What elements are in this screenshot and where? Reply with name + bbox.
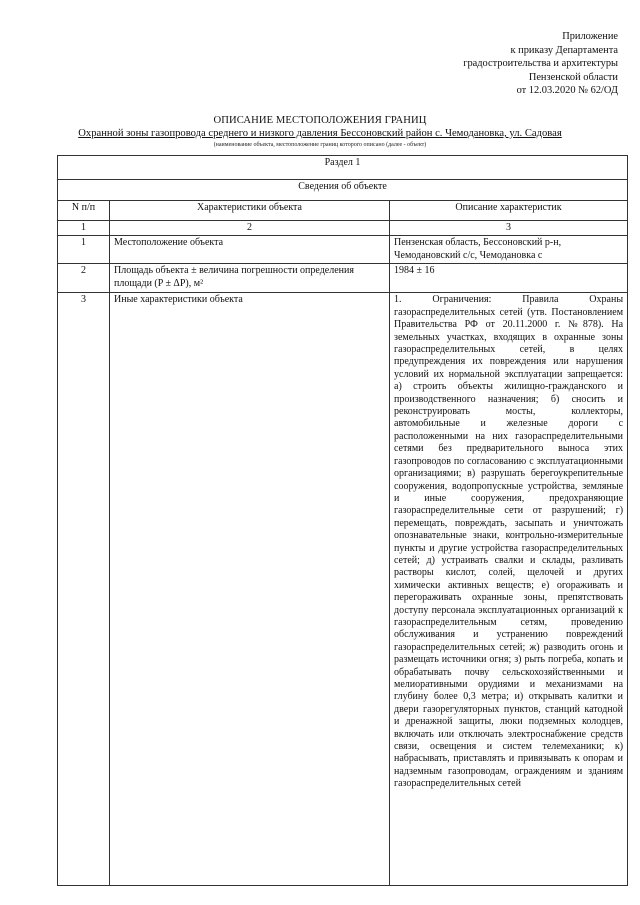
row-number: 2 — [58, 264, 110, 293]
table-row — [58, 264, 628, 293]
approval-block — [463, 30, 618, 98]
column-index: 1 — [58, 221, 110, 236]
column-index: 2 — [110, 221, 390, 236]
column-header-characteristic: Характеристики объекта — [110, 201, 390, 221]
approval-line: к приказу Департамента — [510, 44, 618, 56]
row-number: 1 — [58, 236, 110, 264]
document-caption: (наименование объекта, местоположение границ которого описано (далее - объект) — [213, 142, 427, 148]
approval-line: градостроительства и архитектуры — [463, 58, 618, 70]
row-number: 3 — [58, 293, 110, 886]
document-subtitle: Охранной зоны газопровода среднего и низкого давления Бессоновский район с. Чемодановка, ул. Садовая — [78, 128, 562, 139]
column-header-description: Описание характеристик — [390, 201, 628, 221]
table-row — [58, 236, 628, 264]
approval-line: Приложение — [562, 31, 618, 42]
object-info-table — [57, 155, 628, 886]
row-characteristic: Местоположение объекта — [110, 236, 390, 264]
info-title: Сведения об объекте — [58, 180, 628, 201]
column-index: 3 — [390, 221, 628, 236]
section-header: Раздел 1 — [58, 156, 628, 180]
row-description: 1984 ± 16 — [390, 264, 628, 293]
row-description: Пензенская область, Бессоновский р-н, Чемодановский с/с, Чемодановка с — [390, 236, 628, 264]
document-title: ОПИСАНИЕ МЕСТОПОЛОЖЕНИЯ ГРАНИЦ — [213, 115, 427, 126]
column-header-number: N п/п — [58, 201, 110, 221]
approval-line: Пензенской области — [528, 71, 618, 83]
row-characteristic: Площадь объекта ± величина погрешности определения площади (P ± ΔP), м² — [110, 264, 390, 293]
approval-line: от 12.03.2020 № 62/ОД — [516, 85, 618, 97]
table-row — [58, 293, 628, 886]
row-description: 1. Ограничения: Правила Охраны газораспределительных сетей (утв. Постановлением Правительства РФ от 20.11.2000 г. №878). На земельных участках, входящих в охранные зоны газораспределительных сетей, в целях предупреждения их повреждения или нарушения условий их нормальной эксплуатации запрещается: а) строить объекты жилищно-гражданского и производственного назначения; б) сносить и реконструировать мосты, коллекторы, автомобильные и железные дороги с расположенными на них газораспределительными сетями без предварительного выноса этих газопроводов по согласованию с эксплуатационными организациями; в) разрушать берегоукрепительные сооружения, водопропускные устройства, земляные и иные сооружения, предохраняющие газораспределительные сети от разрушений; г) перемещать, повреждать, засыпать и уничтожать опознавательные знаки, контрольно-измерительные пункты и другие устройства газораспределительных сетей; д) устраивать свалки и склады, разливать растворы кислот, солей, щелочей и других химически активных веществ; е) огораживать и перегораживать охранные зоны, препятствовать доступу персонала эксплуатационных организаций к газораспределительным сетям, проведению обслуживания и устранению повреждений газораспределительных сетей; ж) разводить огонь и размещать источники огня; з) рыть погреба, копать и обрабатывать почву сельскохозяйственными и мелиоративными орудиями и механизмами на глубину более 0,3 метра; и) открывать калитки и двери газорегуляторных пунктов, станций катодной и дренажной защиты, люки подземных колодцев, включать или отключать электроснабжение средств связи, освещения и систем телемеханики; к) набрасывать, приставлять и привязывать к опорам и надземным газопроводам, ограждениям и зданиям газораспределительных сетей — [390, 293, 628, 886]
row-characteristic: Иные характеристики объекта — [110, 293, 390, 886]
